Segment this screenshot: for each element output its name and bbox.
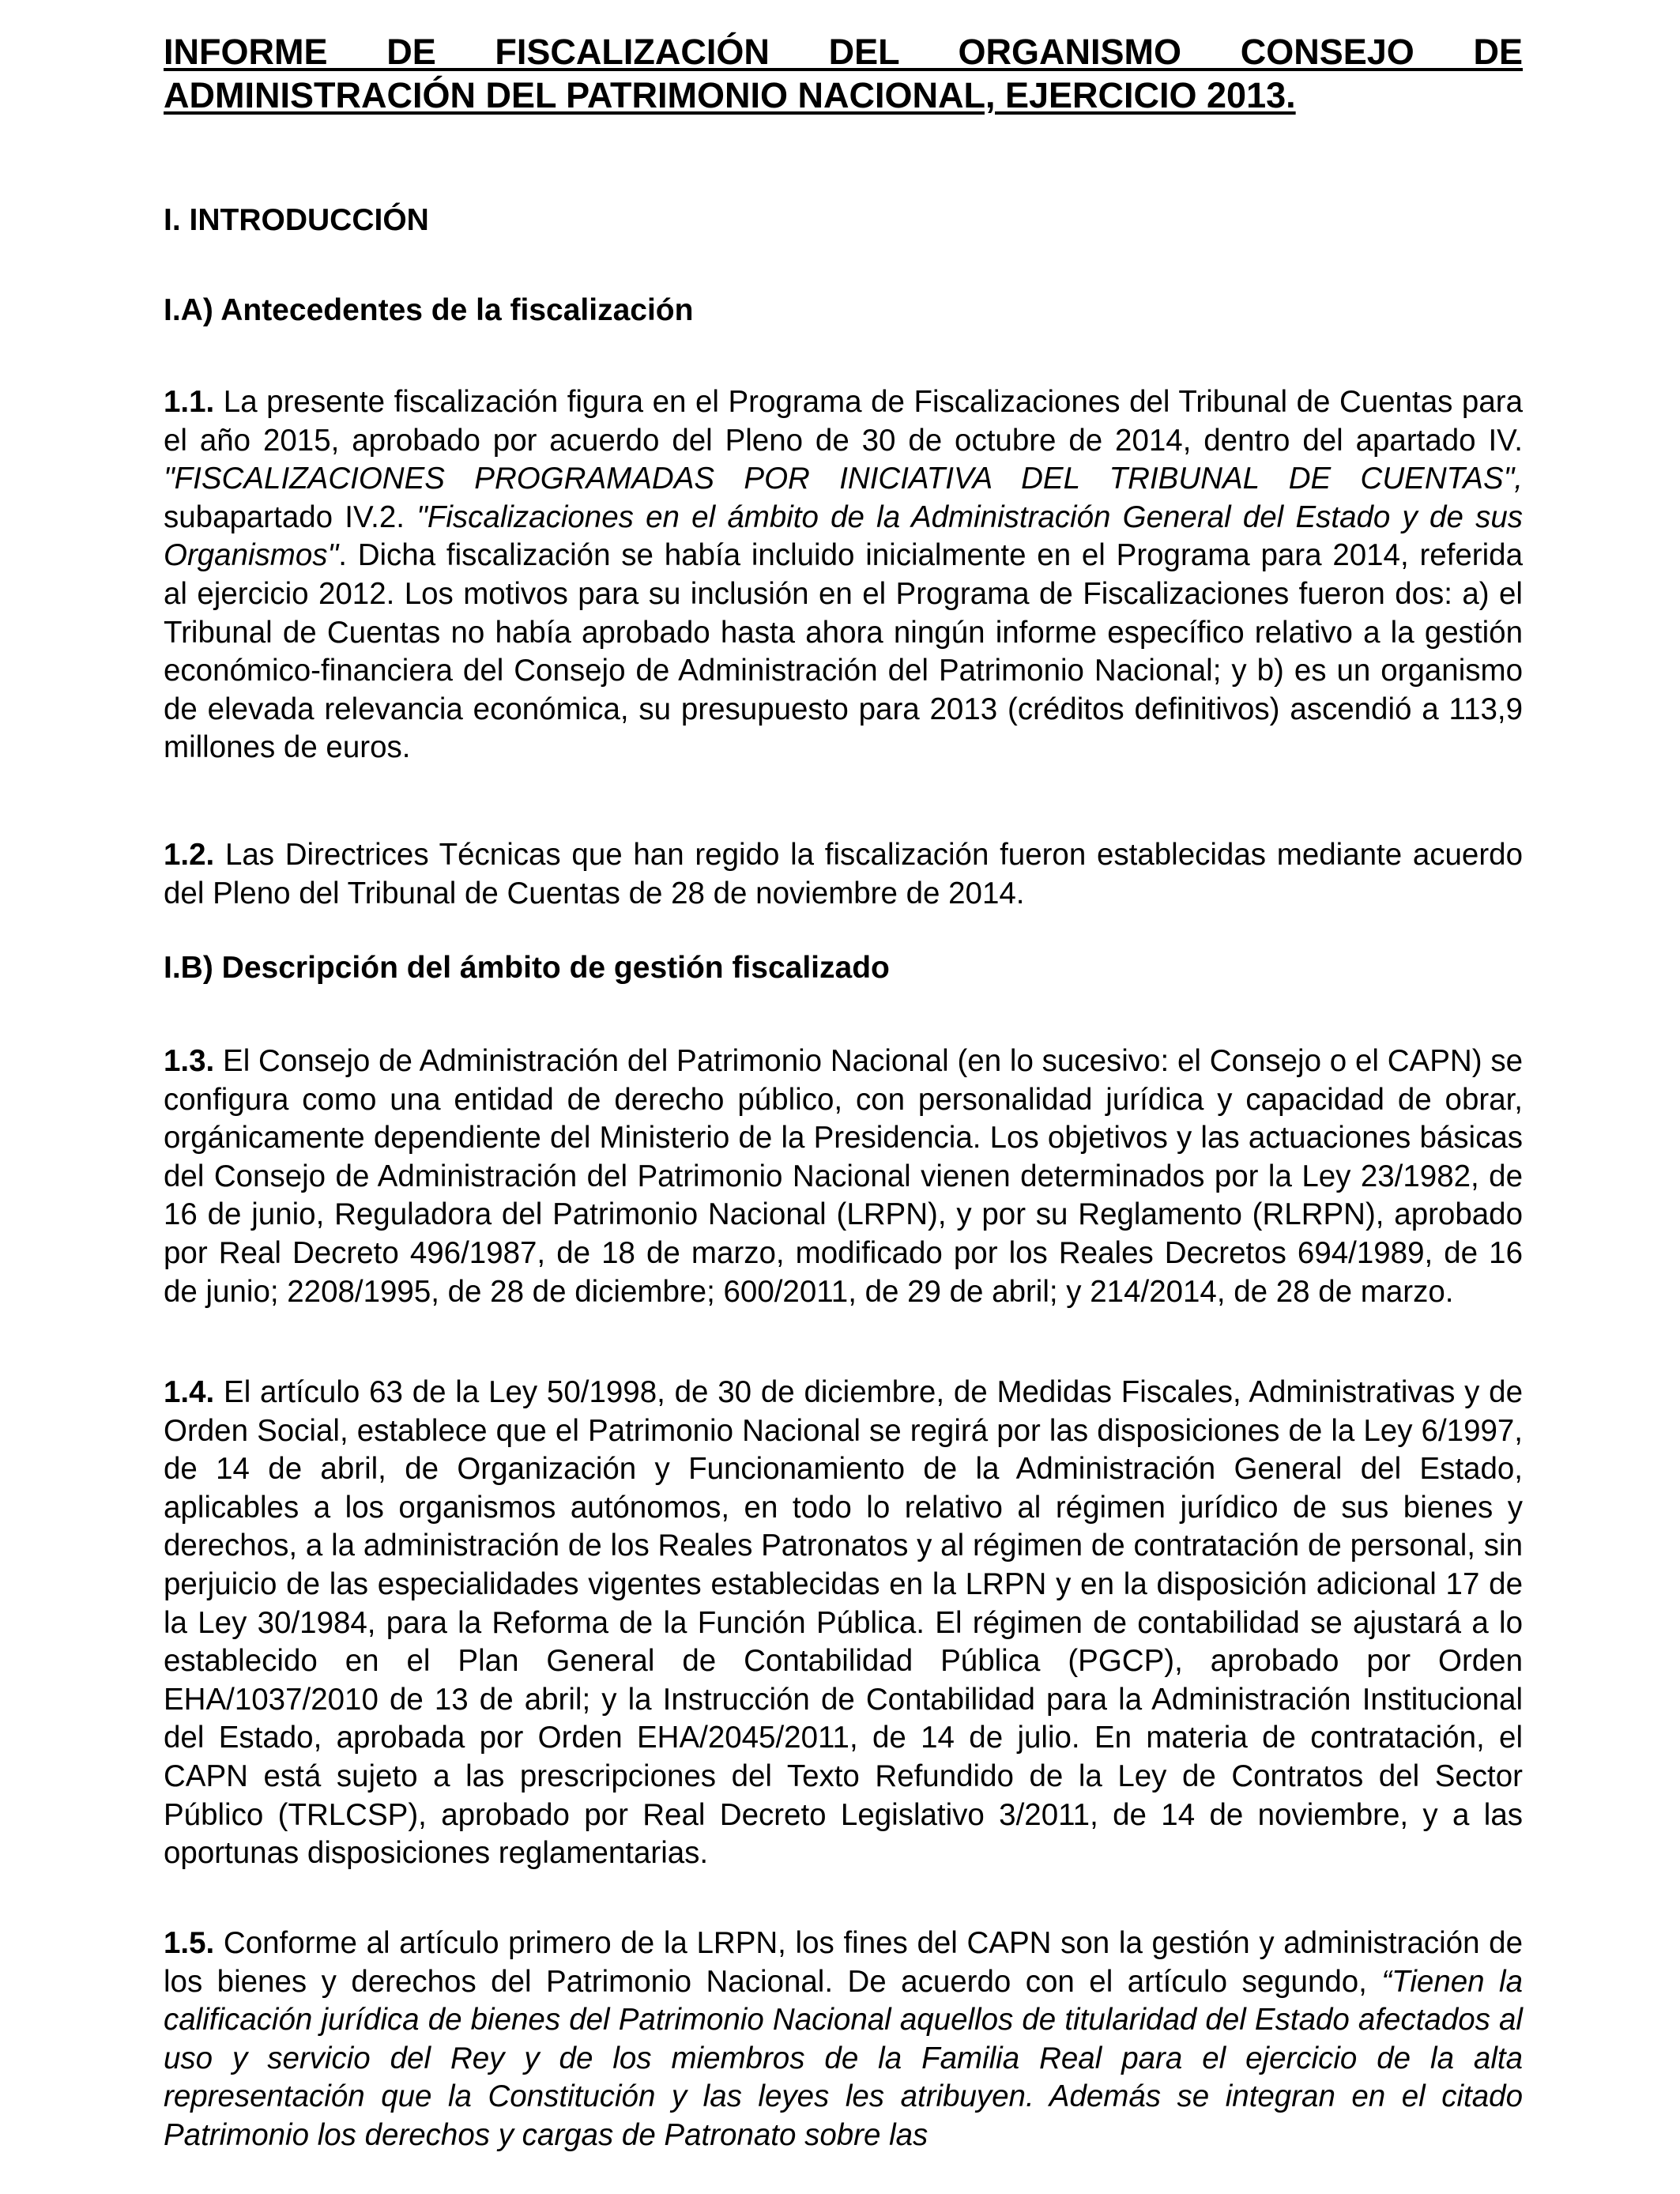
- paragraph-text: Conforme al artículo primero de la LRPN, los fines del CAPN son la gestión y administración de los bienes y derechos del Patrimonio Nacional. De acuerdo con el artículo segundo,: [164, 1926, 1523, 1999]
- paragraph-text: El artículo 63 de la Ley 50/1998, de 30 de diciembre, de Medidas Fiscales, Administrativas y de Orden Social, establece que el Patrimonio Nacional se regirá por las disposiciones de la Ley 6/1997, de 14 de abril, de Organización y Funcionamiento de la Administración General del Estado, aplicables a los organismos autónomos, en todo lo relativo al régimen jurídico de sus bienes y derechos, a la administración de los Reales Patronatos y al régimen de contratación de personal, sin perjuicio de las especialidades vigentes establecidas en la LRPN y en la disposición adicional 17 de la Ley 30/1984, para la Reforma de la Función Pública. El régimen de contabilidad se ajustará a lo establecido en el Plan General de Contabilidad Pública (PGCP), aprobado por Orden EHA/1037/2010 de 13 de abril; y la Instrucción de Contabilidad para la Administración Institucional del Estado, aprobada por Orden EHA/2045/2011, de 14 de julio. En materia de contratación, el CAPN está sujeto a las prescripciones del Texto Refundido de la Ley de Contratos del Sector Público (TRLCSP), aprobado por Real Decreto Legislativo 3/2011, de 14 de noviembre, y a las oportunas disposiciones reglamentarias.: [164, 1375, 1523, 1871]
- subsection-heading-antecedentes: I.A) Antecedentes de la fiscalización: [164, 293, 694, 327]
- subsection-heading-descripcion: I.B) Descripción del ámbito de gestión fiscalizado: [164, 951, 890, 985]
- section-heading-introduccion: I. INTRODUCCIÓN: [164, 203, 429, 237]
- paragraph-1-1: [164, 383, 1523, 767]
- paragraph-number: 1.1.: [164, 385, 215, 419]
- paragraph-italic-text: "Fiscalizaciones en el ámbito de la Administración General del Estado y de sus Organismos": [164, 499, 1523, 573]
- paragraph-text: . Dicha fiscalización se había incluido inicialmente en el Programa para 2014, referida al ejercicio 2012. Los motivos para su inclusión en el Programa de Fiscalizaciones fueron dos: a) el Tribunal de Cuentas no había aprobado hasta ahora ningún informe específico relativo a la gestión económico-financiera del Consejo de Administración del Patrimonio Nacional; y b) es un organismo de elevada relevancia económica, su presupuesto para 2013 (créditos definitivos) ascendió a 113,9 millones de euros.: [164, 538, 1523, 765]
- paragraph-number: 1.4.: [164, 1375, 215, 1409]
- paragraph-number: 1.5.: [164, 1926, 215, 1960]
- document-title: INFORME DE FISCALIZACIÓN DEL ORGANISMO CONSEJO DE ADMINISTRACIÓN DEL PATRIMONIO NACIONAL, EJERCICIO 2013.: [164, 32, 1523, 115]
- paragraph-number: 1.3.: [164, 1044, 215, 1078]
- paragraph-text: Las Directrices Técnicas que han regido la fiscalización fueron establecidas mediante acuerdo del Pleno del Tribunal de Cuentas de 28 de noviembre de 2014.: [164, 838, 1523, 910]
- paragraph-text: subapartado IV.2.: [164, 499, 417, 534]
- paragraph-number: 1.2.: [164, 838, 215, 872]
- paragraph-1-4: [164, 1374, 1523, 1873]
- paragraph-italic-text: "FISCALIZACIONES PROGRAMADAS POR INICIATIVA DEL TRIBUNAL DE CUENTAS",: [164, 462, 1523, 496]
- paragraph-text: El Consejo de Administración del Patrimonio Nacional (en lo sucesivo: el Consejo o el CAPN) se configura como una entidad de derecho público, con personalidad jurídica y capacidad de obrar, orgánicamente dependiente del Ministerio de la Presidencia. Los objetivos y las actuaciones básicas del Consejo de Administración del Patrimonio Nacional vienen determinados por la Ley 23/1982, de 16 de junio, Reguladora del Patrimonio Nacional (LRPN), y por su Reglamento (RLRPN), aprobado por Real Decreto 496/1987, de 18 de marzo, modificado por los Reales Decretos 694/1989, de 16 de junio; 2208/1995, de 28 de diciembre; 600/2011, de 29 de abril; y 214/2014, de 28 de marzo.: [164, 1044, 1523, 1309]
- paragraph-1-2: [164, 836, 1523, 913]
- paragraph-1-5: [164, 1924, 1523, 2155]
- paragraph-1-3: [164, 1042, 1523, 1311]
- paragraph-text: La presente fiscalización figura en el Programa de Fiscalizaciones del Tribunal de Cuentas para el año 2015, aprobado por acuerdo del Pleno de 30 de octubre de 2014, dentro del apartado IV.: [164, 385, 1523, 458]
- paragraph-italic-text: “Tienen la calificación jurídica de bienes del Patrimonio Nacional aquellos de titularidad del Estado afectados al uso y servicio del Rey y de los miembros de la Familia Real para el ejercicio de la alta representación que la Constitución y las leyes les atribuyen. Además se integran en el citado Patrimonio los derechos y cargas de Patronato sobre las: [164, 1964, 1523, 2152]
